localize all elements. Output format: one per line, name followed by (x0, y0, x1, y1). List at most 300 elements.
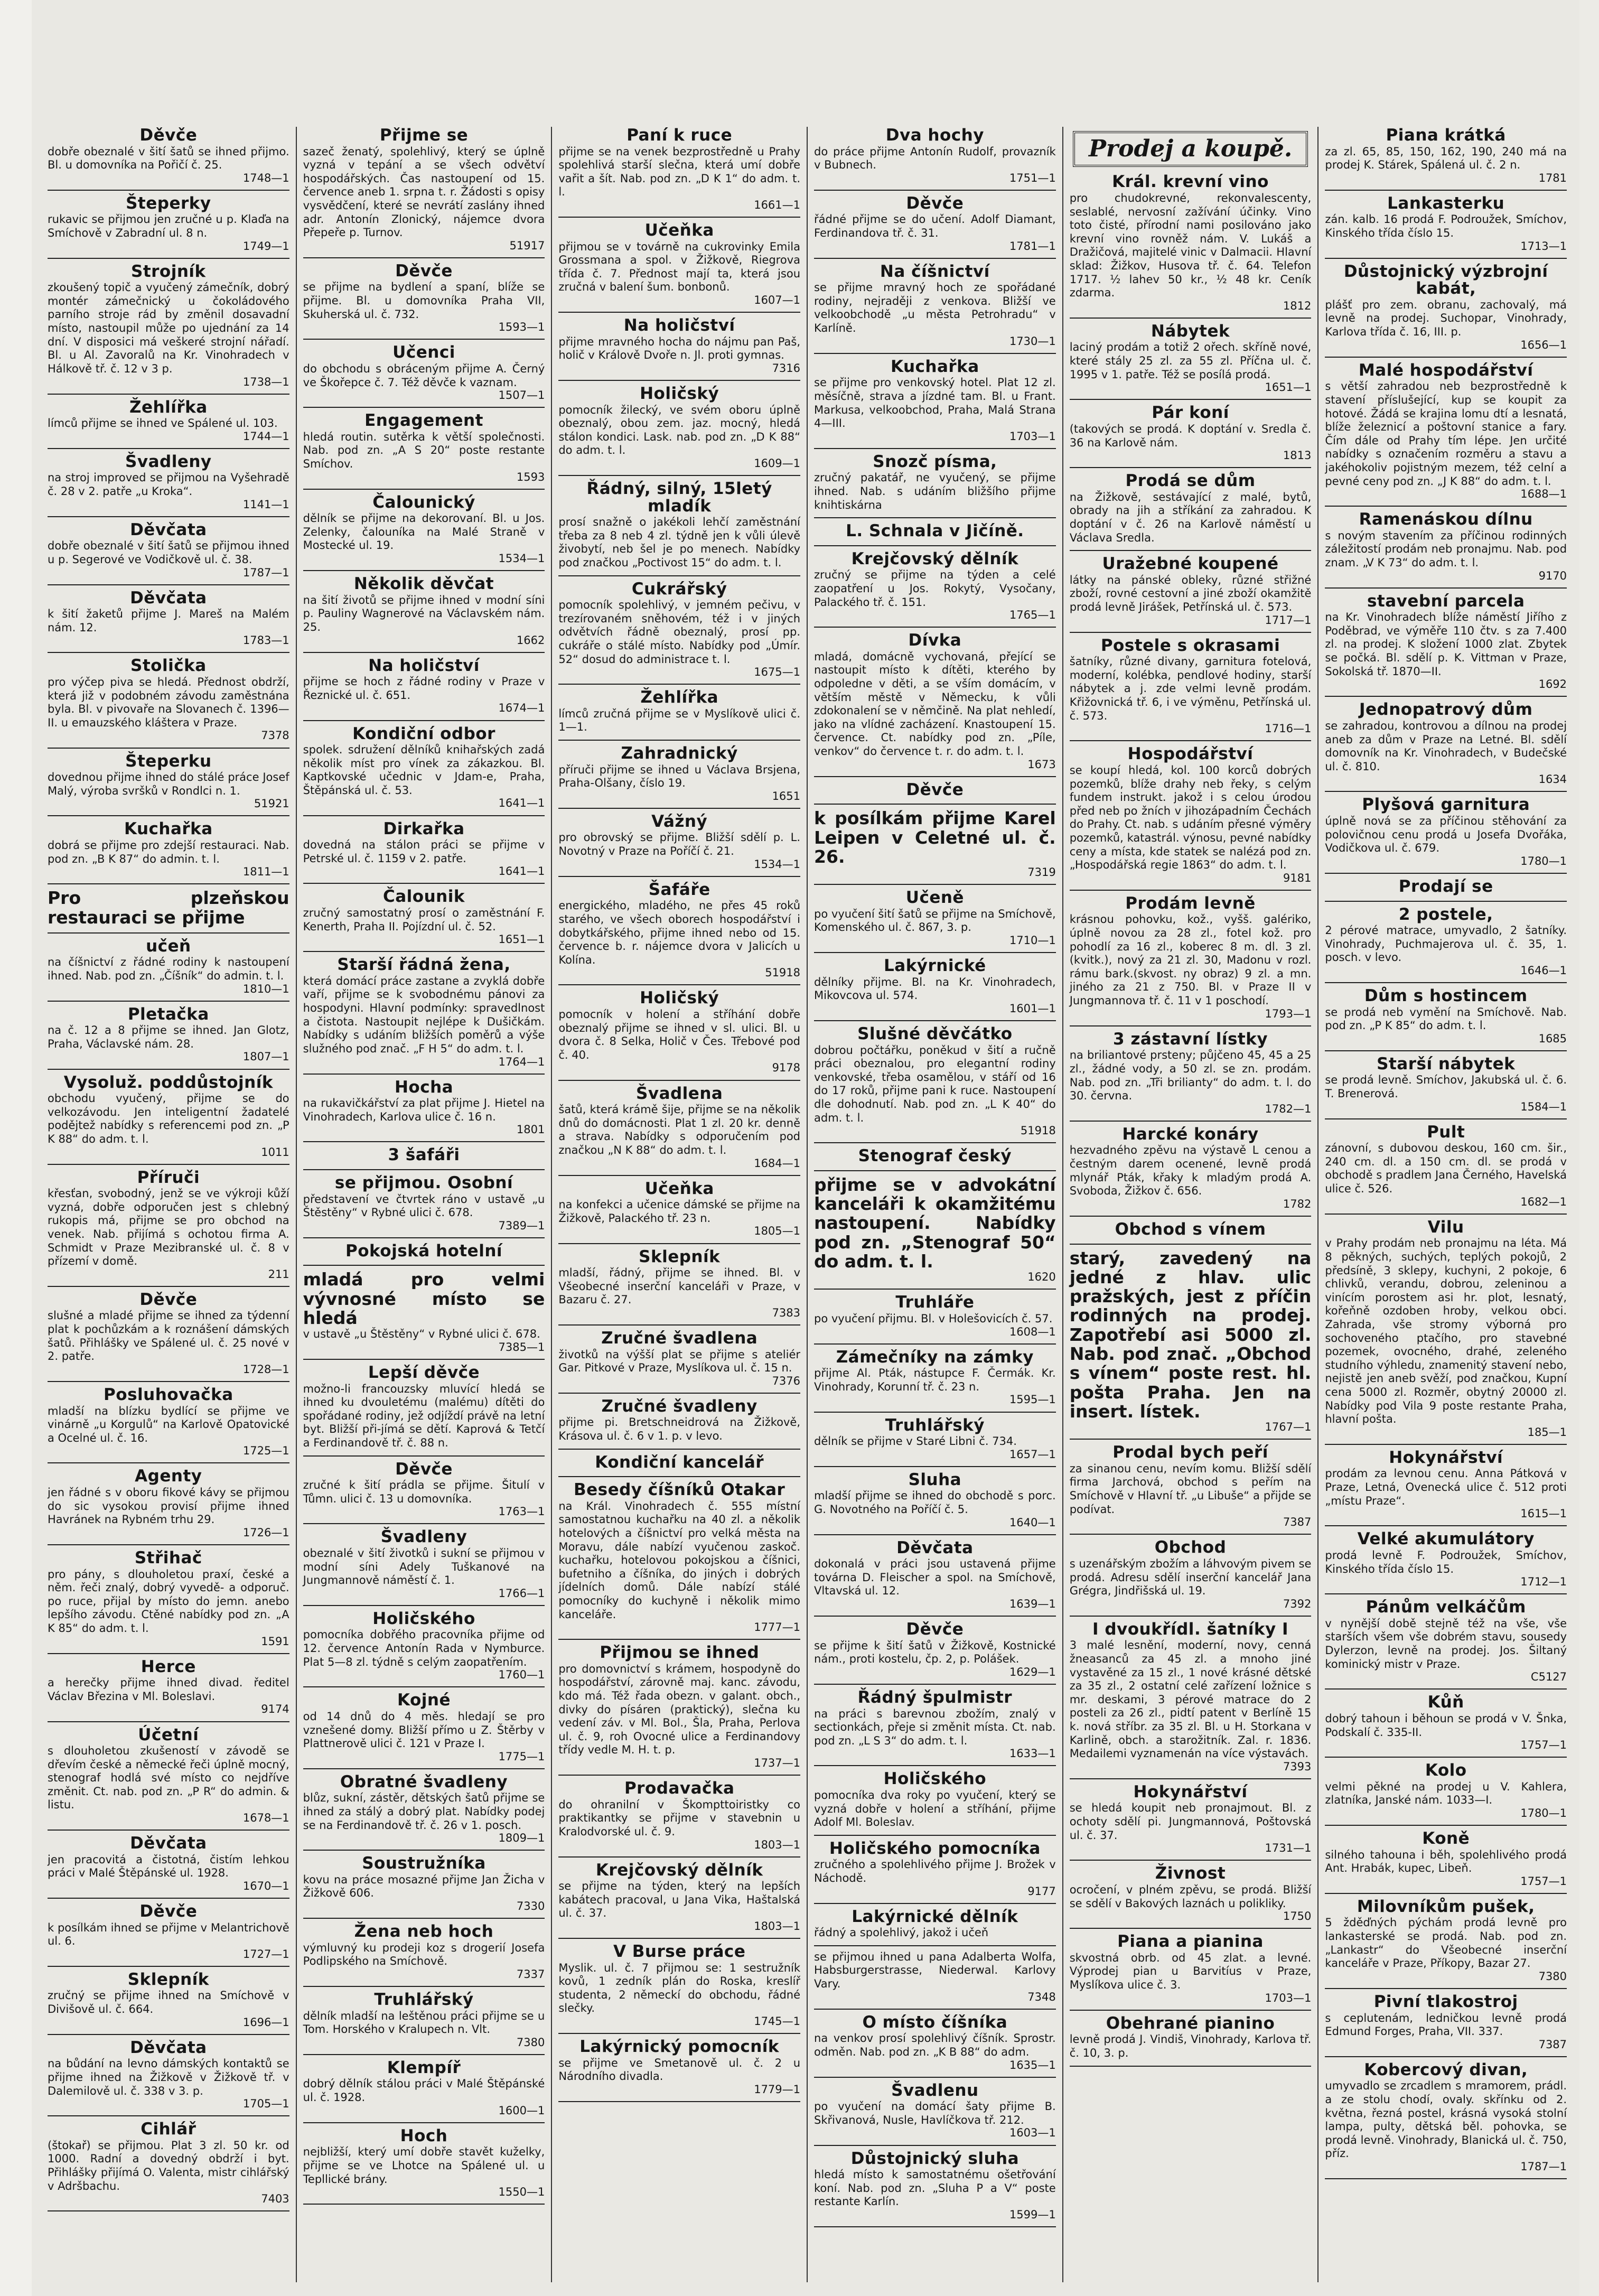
ad-divider (303, 1986, 545, 1987)
ad-divider (1325, 587, 1567, 589)
ad-reference-number: 51917 (509, 239, 545, 252)
ad-reference-number: 1685 (1538, 1032, 1567, 1045)
ad-divider (1070, 1616, 1312, 1617)
ad-heading: Obratné švadleny (340, 1772, 508, 1791)
classified-ad (303, 494, 545, 565)
ad-heading: Žena neb hoch (354, 1922, 494, 1942)
ad-reference-number: 7330 (516, 1900, 545, 1913)
ad-heading: Dům s hostincem (1364, 986, 1528, 1005)
ad-reference-number: 1781—1 (1009, 239, 1056, 253)
ad-heading: Stolička (130, 656, 207, 676)
ad-reference-number: 1675—1 (754, 666, 801, 679)
classified-ad (1070, 472, 1312, 545)
ad-reference-number: 1731—1 (1265, 1842, 1312, 1855)
classified-ad (303, 1243, 545, 1260)
ad-body: hezvadného zpěvu na výstavě L cenou a čestným darem ocenené, levně prodá mlynář Pták, křaky k mladým prodá A. Svoboda, Žižkov č. 656. (1069, 1144, 1312, 1198)
ad-heading: starý, zavedený na jedné z hlav. ulic pražských, jest z příčin rodinných na prodej. Zapotřebí asi 5000 zl. Nab. pod znač. „Obchod s vínem“ poste rest. hl. pošta Praha. Jen na insert. lístek. (1069, 1247, 1312, 1422)
ad-heading: Děvče (906, 193, 964, 213)
classified-ad (303, 412, 545, 483)
classified-ad (814, 1147, 1056, 1165)
classified-ad (1325, 1694, 1567, 1751)
page-margin (0, 0, 32, 2296)
ad-body: řádný a spolehlivý, jakož i učeň (814, 1926, 989, 1939)
ad-heading: Starší řádná žena, (337, 955, 511, 975)
ad-divider (303, 720, 545, 721)
ad-reference-number: 7389—1 (498, 1219, 545, 1232)
ad-divider (558, 2101, 800, 2102)
ad-heading: Koně (1422, 1829, 1470, 1849)
ad-heading: Holičského pomocníka (829, 1838, 1041, 1858)
ad-reference-number: 1717—1 (1265, 613, 1312, 627)
classified-ad (303, 725, 545, 810)
classified-ad (814, 195, 1056, 253)
classified-ad (1070, 745, 1312, 884)
column-3 (552, 127, 808, 2282)
ad-heading: Zámečníky na zámky (836, 1347, 1034, 1367)
ad-heading: Engagement (364, 411, 483, 431)
ad-body: na Kr. Vinohradech blíže náměstí Jiřího z Poděbrad, ve výměře 110 čtv. s za 7.400 zl. na prodej. K složení 1000 zlat. Zbytek se počká. Bl. sdělí p. K. Vittman v Praze, Sokolská tř. 1870—II. (1325, 611, 1567, 678)
ad-heading: Švadlena (636, 1084, 723, 1103)
ad-divider (814, 1170, 1056, 1171)
ad-heading: Děvče (395, 1459, 453, 1479)
ad-reference-number: 1750 (1283, 1910, 1312, 1923)
column-6 (1319, 127, 1573, 2282)
classified-ad (558, 222, 800, 306)
ad-body: zánovní, s dubovou deskou, 160 cm. šir., 240 cm. dl. a 150 cm. dl. se prodá v obchodě s pradlem Jana Černého, Havelská ulice č. 526. (1325, 1142, 1567, 1196)
ad-heading: Střihač (134, 1548, 202, 1567)
ad-body: 3 malé lesnění, moderní, novy, cenná žneasanců za 45 zl. a mnoho jiné vystavěné za 15 zl., 1 nové krásné dětské za 35 zl., 2 ostatní celé zařízení ložnice s mr. deskami, 3 pérové matrace do 2 posteli za 26 zl., pidtí patent v Berlíně 15 k. nová stříbr. za 35 zl. Bl. u H. Storkana v Karlině, obch. a starožitník. Zal. r. 1836. Medailemi vyznamenán na více výstavách. (1069, 1639, 1312, 1760)
ad-heading: Švadleny (380, 1527, 467, 1547)
ad-body: příruči přijme se ihned u Václava Brsjena, Praha-Olšany, číslo 19. (558, 763, 801, 790)
ad-divider (814, 776, 1056, 777)
ad-reference-number: 1591 (261, 1635, 289, 1648)
ad-body: šatníky, různé divany, garnitura fotelová, moderní, kolébka, pendlové hodiny, starší nábytek a j. zde velmi levně prodám. Křižovnická tř. 6, i ve výměnu, Petřínská ul. č. 573. (1069, 655, 1312, 722)
ad-divider (558, 575, 800, 576)
ad-heading: Herce (141, 1657, 196, 1676)
ad-body: 2 pérové matrace, umyvadlo, 2 šatníky. Vinohrady, Puchmajerova ul. č. 35, 1. posch. v levo. (1325, 924, 1567, 964)
classified-ad (1325, 127, 1567, 184)
ad-reference-number: 1777—1 (754, 1621, 801, 1634)
ad-heading: Pivní tlakostroj (1373, 1992, 1518, 2011)
ad-body: životků na výšší plat se přijme s ateliér Gar. Pitkové v Praze, Myslíkova ul. č. 15 n. (558, 1348, 801, 1375)
classified-ad (1325, 1530, 1567, 1588)
classified-ad (48, 1468, 289, 1538)
ad-body: dovedná na stálon práci se přijme v Petrské ul. č. 1159 v 2. patře. (303, 838, 545, 865)
ad-heading: Kuchařka (890, 357, 979, 376)
ad-divider (48, 748, 289, 749)
ad-heading: Vilu (1427, 1217, 1464, 1237)
ad-heading: Agenty (135, 1467, 202, 1486)
ad-divider (48, 1164, 289, 1165)
ad-divider (814, 1684, 1056, 1685)
ad-reference-number: 1641—1 (498, 797, 545, 810)
classified-ad (48, 2121, 289, 2205)
ad-reference-number: 1716—1 (1265, 722, 1312, 735)
ad-body: do obchodu s obráceným přijme A. Černý ve Škořepce č. 7. Též děvče k vaznam. (303, 362, 545, 389)
ad-divider (1325, 506, 1567, 507)
ad-reference-number: 1682—1 (1520, 1195, 1567, 1208)
ad-reference-number: 1678—1 (242, 1812, 289, 1825)
ad-heading: Učenci (392, 343, 455, 362)
ad-reference-number: 1781 (1538, 171, 1567, 184)
classified-ad (48, 195, 289, 253)
ad-heading: Kondiční odbor (352, 724, 495, 743)
ad-heading: Několik děvčat (353, 574, 494, 594)
ad-reference-number: 9178 (772, 1061, 801, 1075)
ad-reference-number: 9177 (1027, 1884, 1056, 1898)
ad-heading: Čalounik (383, 887, 465, 907)
ad-heading: Kuchařka (124, 819, 213, 839)
ad-body: se přijme na týden, který na lepších kabátech pracoval, u Jana Vika, Haštalská ul. č. 37. (558, 1880, 801, 1920)
classified-ad (1325, 593, 1567, 691)
ad-heading: Hokynářství (1133, 1782, 1248, 1802)
classified-columns (41, 127, 1573, 2282)
ad-heading: Nábytek (1151, 321, 1230, 341)
ad-divider (303, 1074, 545, 1075)
ad-reference-number: 1783—1 (242, 634, 289, 647)
ad-body: šatů, která krámě šije, přijme se na několik dnů do domácnosti. Plat 1 zl. 20 kr. denně a strava. Nabídky s odporučením pod značkou „N K 88“ do adm. t. l. (558, 1103, 801, 1156)
ad-divider (1325, 1688, 1567, 1690)
classified-ad (48, 1386, 289, 1457)
ad-body: dělník mladší na leštěnou práci přijme se u Tom. Horského v Kralupech n. Vlt. (303, 2009, 545, 2036)
ad-body: prodám za levnou cenu. Anna Pátková v Praze, Letná, Ovenecká ulice č. 512 proti „místu Praze“. (1325, 1467, 1567, 1507)
ad-divider (1325, 2056, 1567, 2057)
ad-body: dobrý dělník stálou práci v Malé Štěpánské ul. č. 1928. (303, 2077, 545, 2104)
ad-heading: Obehrané pianino (1106, 2013, 1275, 2033)
ad-divider (48, 516, 289, 517)
ad-reference-number: 1728—1 (242, 1362, 289, 1376)
section-banner: Prodej a koupě. (1073, 131, 1308, 167)
ad-reference-number: 7387 (1283, 1516, 1312, 1529)
ad-reference-number: 1661—1 (754, 198, 801, 211)
classified-ad (814, 1770, 1056, 1829)
ad-body: v ustavě „u Štěstěny“ v Rybné ulici č. 678. (303, 1328, 540, 1341)
ad-body: 5 žděďných pýchám prodá levně pro lankasterské se prodá. Nab. pod zn. „Lankastr“ do Všeobecné inserční kanceláře v Praze, Příkopy, Bazar 27. (1325, 1916, 1567, 1970)
ad-heading: Cihlář (141, 2120, 197, 2139)
ad-body: přijmou se v továrně na cukrovinky Emila Grossmana a spol. v Žižkově, Riegrova třída č. 7. Přednost mají ta, která jsou zručná v balení šum. bonbonů. (558, 240, 801, 294)
ad-reference-number: 1601—1 (1009, 1002, 1056, 1015)
ad-reference-number: 51918 (765, 966, 801, 979)
ad-body: přijme Al. Pták, nástupce F. Čermák. Kr. Vinohrady, Korunní tř. č. 23 n. (814, 1367, 1056, 1393)
classified-ad (558, 1943, 800, 2028)
ad-divider (814, 1289, 1056, 1290)
ad-heading: Stenograf český (858, 1146, 1012, 1166)
ad-reference-number: 1712—1 (1520, 1575, 1567, 1589)
classified-ad (1070, 1221, 1312, 1238)
classified-ad (48, 453, 289, 511)
ad-heading: Žehlířka (640, 688, 718, 707)
ad-divider (48, 394, 289, 395)
ad-divider (1070, 740, 1312, 741)
classified-ad (1325, 1993, 1567, 2051)
ad-reference-number: 7380 (1538, 1970, 1567, 1983)
classified-ad (558, 990, 800, 1074)
ad-divider (814, 1616, 1056, 1617)
ad-heading: Truhlářský (374, 1990, 474, 2010)
ad-body: nejbližší, který umí dobře stavět kuželky, přijme se ve Lhotce na Spálené ul. u Tepllické brány. (303, 2145, 545, 2186)
classified-ad (1070, 895, 1312, 1020)
ad-reference-number: 1639—1 (1009, 1598, 1056, 1611)
classified-ad (48, 1658, 289, 1716)
ad-heading: Dívka (908, 631, 962, 650)
classified-ad (558, 1180, 800, 1238)
ad-body: na konfekci a učenice dámské se přijme na Žižkově, Palackého tř. 23 n. (558, 1198, 801, 1225)
ad-heading: Holičský (640, 988, 719, 1008)
classified-ad (303, 1923, 545, 1981)
ad-heading: Hokynářství (1389, 1448, 1503, 1467)
ad-divider (48, 1898, 289, 1899)
classified-ad (558, 581, 800, 679)
column-2 (297, 127, 553, 2282)
ad-divider (814, 1903, 1056, 1904)
ad-reference-number: 7316 (772, 361, 801, 375)
ad-heading: Příruči (137, 1168, 200, 1187)
classified-ad (558, 1085, 800, 1170)
ad-body: s novým stavením za příčinou rodinných záležitostí prodám neb pronajmu. Nab. pod znam. „V K 73“ do adm. t. l. (1325, 529, 1567, 570)
ad-reference-number: 1651—1 (1265, 381, 1312, 394)
ad-body: obeznalé v šití životků i sukní se přijmou v modní síni Adely Tuškanové na Jungmannově náměstí č. 1. (303, 1547, 545, 1587)
ad-body: se přijmou ihned u pana Adalberta Wolfa, Habsburgerstrasse, Niederwal. Karlovy Vary. (814, 1950, 1056, 1991)
ad-divider (558, 740, 800, 741)
ad-divider (303, 2122, 545, 2123)
classified-ad (558, 1330, 800, 1387)
ad-reference-number: 1730—1 (1009, 334, 1056, 348)
ad-reference-number: 1640—1 (1009, 1516, 1056, 1529)
ad-heading: Jednopatrový dům (1359, 700, 1533, 720)
ad-reference-number: 1651 (772, 789, 801, 802)
classified-ad (303, 888, 545, 946)
ad-divider (48, 584, 289, 585)
ad-reference-number: 51918 (1020, 1124, 1056, 1137)
ad-divider (303, 1455, 545, 1457)
ad-heading: Švadleny (125, 452, 212, 471)
ad-heading: Učeně (905, 888, 964, 908)
ad-body: dovednou přijme ihned do stálé práce Josef Malý, výroba svršků v Rondlci n. 1. (48, 771, 289, 797)
ad-reference-number: 1600—1 (498, 2104, 545, 2117)
ad-heading: Děvčata (896, 1538, 974, 1557)
classified-ad (814, 1417, 1056, 1461)
ad-heading: L. Schnala v Jičíně. (846, 521, 1024, 541)
ad-reference-number: 1764—1 (498, 1055, 545, 1068)
ad-divider (48, 1830, 289, 1831)
ad-heading: Šafáře (648, 880, 710, 899)
ad-reference-number: 1765—1 (1009, 609, 1056, 622)
ad-body: přijme pi. Bretschneidrová na Žižkově, Krásova ul. č. 6 v 1. p. v levo. (558, 1416, 801, 1442)
ad-reference-number: 1599—1 (1009, 2208, 1056, 2221)
ad-heading: Postele s okrasami (1100, 636, 1280, 655)
ad-reference-number: 1726—1 (242, 1526, 289, 1539)
ad-divider (303, 1169, 545, 1170)
ad-body: k posílkám ihned se přijme v Melantrichově ul. 6. (48, 1921, 289, 1948)
classified-ad (814, 1950, 1056, 2003)
classified-ad (1070, 404, 1312, 462)
ad-divider (1070, 1025, 1312, 1026)
classified-ad (303, 1991, 545, 2049)
ad-heading: Hoch (400, 2126, 448, 2145)
ad-heading: Piana krátká (1386, 127, 1506, 145)
ad-divider (814, 190, 1056, 191)
ad-reference-number: 1809—1 (498, 1832, 545, 1845)
ad-body: se přijme mravný hoch ze spořádané rodiny, nejraději z venkova. Bližší ve velkoobchodě „u města Petrohradu“ v Karlíně. (814, 281, 1056, 335)
ad-body: sazeč ženatý, spolehlivý, který se úplně vyzná v tepání a se všech odvětví hospodářských. Čas nastoupení od 15. července aneb 1. srpna t. r. Žádosti s opisy vysvědčení, které se nevrátí zaslány ihned adr. Antonín Zlonický, nájemce dvora Přepeře p. Turnov. (303, 145, 545, 239)
ad-divider (303, 407, 545, 408)
ad-reference-number: 7337 (516, 1967, 545, 1981)
classified-ad (1070, 1031, 1312, 1115)
ad-body: mladší, řádný, přijme se ihned. Bl. v Všeobecné inserční kanceláři v Praze, v Bazaru č. 27. (558, 1266, 801, 1306)
ad-divider (1070, 550, 1312, 551)
ad-reference-number: 1782—1 (1265, 1102, 1312, 1115)
classified-ad (558, 1398, 800, 1443)
ad-divider (814, 952, 1056, 953)
ad-heading: Hospodářství (1127, 744, 1254, 764)
classified-ad (814, 453, 1056, 512)
ad-reference-number: 1757—1 (1520, 1739, 1567, 1752)
ad-heading: Holičský (640, 384, 719, 404)
classified-ad (1325, 796, 1567, 867)
ad-reference-number: 1609—1 (754, 457, 801, 470)
ad-heading: Hocha (394, 1077, 454, 1097)
ad-divider (558, 1393, 800, 1394)
ad-body: levně prodá J. Vindiš, Vinohrady, Karlova tř. č. 10, 3. p. (1069, 2033, 1312, 2059)
ad-divider (814, 2145, 1056, 2146)
ad-divider (48, 932, 289, 934)
classified-ad (303, 1610, 545, 1681)
ad-heading: učeň (146, 936, 191, 956)
ad-heading: Král. krevní vino (1112, 172, 1269, 192)
ad-heading: Milovníkům pušek, (1357, 1897, 1535, 1916)
ad-divider (303, 257, 545, 258)
ad-reference-number: 1725—1 (242, 1444, 289, 1458)
ad-divider (48, 1721, 289, 1722)
ad-heading: Řádný špulmistr (857, 1688, 1013, 1707)
ad-reference-number: 1748—1 (242, 171, 289, 184)
ad-divider (558, 380, 800, 381)
ad-heading: Soustružníka (362, 1854, 486, 1873)
ad-heading: Krejčovský dělník (851, 549, 1019, 568)
ad-divider (48, 258, 289, 259)
ad-heading: k posílkám přijme Karel Leipen v Celetné ul. č. 26. (814, 808, 1056, 867)
ad-divider (814, 2077, 1056, 2078)
classified-ad (303, 1461, 545, 1518)
classified-ad (48, 590, 289, 647)
ad-body: pomocník žilecký, ve svém oboru úplně obeznalý, obou zem. jaz. mocný, hledá stálon kondici. Lask. nab. pod zn. „D K 88“ do adm. t. l. (558, 403, 801, 457)
classified-ad (558, 1454, 800, 1471)
classified-ad (303, 820, 545, 878)
ad-body: kovu na práce mosazné přijme Jan Žicha v Žižkově 606. (303, 1873, 545, 1900)
classified-ad (48, 1903, 289, 1961)
classified-ad (48, 657, 289, 742)
classified-ad (48, 1074, 289, 1159)
classified-ad (814, 522, 1056, 540)
ad-reference-number: 7383 (772, 1306, 801, 1319)
classified-ad (814, 2082, 1056, 2140)
ad-reference-number: 1780—1 (1520, 1806, 1567, 1819)
ad-reference-number: 1767—1 (1265, 1421, 1312, 1434)
ad-divider (558, 1938, 800, 1939)
ad-body: s dlouholetou zkušeností v závodě se dřevím české a německé řeči úplně mocný, stenograf hodlá své místo co nejdříve změnit. Ct. nab. pod zn. „P R“ do admin. & listu. (48, 1744, 289, 1812)
ad-divider (1070, 632, 1312, 633)
classified-ad (814, 2014, 1056, 2071)
classified-ad (814, 1621, 1056, 1678)
ad-heading: Prodám levně (1125, 893, 1256, 913)
classified-ad (303, 1174, 545, 1232)
ad-reference-number: 1593 (516, 470, 545, 483)
ad-divider (814, 545, 1056, 546)
ad-body: umyvadlo se zrcadlem s mramorem, prádl. a ze stolu chodí, ovaly. skřínku od 2. května, řezná postel, krásná vysoká stolní lampa, pulty, dětská běl. pohovka, se prodá levně. Vinohrady, Blanická ul. č. 750, příz. (1325, 2079, 1567, 2160)
classified-ad (1325, 1599, 1567, 1683)
ad-divider (48, 1069, 289, 1070)
ad-divider (303, 2054, 545, 2055)
ad-body: která domácí práce zastane a zvyklá dobře vaří, přijme se k svobodnému pánovi za hospodyni. Hlavní podmínky: spravedlnost a čistota. Nastoupit nejlépe k Dušičkám. Nabídky s udáním bližších poměrů a výše služného pod znač. „F H 5“ do adm. t. l. (303, 974, 545, 1055)
ad-divider (48, 448, 289, 449)
ad-reference-number: 1751—1 (1009, 171, 1056, 184)
ad-body: na Král. Vinohradech č. 555 místní samostatnou kuchařku na 40 zl. a několik hotelových a číšnictví pro velká města na Moravu, dále nabízí vyučenou zaskoč. kuchařku, hotelovou pokojskou a číšnici, bufetniho a číšníka, do jiných i dobrých jídelních domů. Dále nabízí stálé pomocníky do kuchyně i několik mimo kanceláře. (558, 1499, 801, 1621)
ad-body: pro pány, s dlouholetou praxí, české a něm. řeči znalý, dobrý vyvedě- a odporuč. po ruce, přijal by místo do jemn. anebo lepšího závodu. Ctěné nabídky pod zn. „A K 85“ do adm. t. l. (48, 1567, 289, 1635)
ad-divider (814, 258, 1056, 259)
ad-divider (48, 652, 289, 653)
ad-reference-number: 1763—1 (498, 1505, 545, 1518)
classified-ad (48, 1835, 289, 1892)
ad-heading: Pro plzeňskou restauraci se přijme (48, 888, 289, 928)
ad-body: laciný prodám a totiž 2 ořech. skříně nové, které stály 25 zl. za 55 zl. Příčna ul. č. 1995 v 1. patře. Též se posílá prodá. (1069, 341, 1312, 381)
ad-heading: Starší nábytek (1377, 1054, 1516, 1074)
ad-reference-number: 1703—1 (1009, 430, 1056, 443)
classified-ad (48, 1971, 289, 2029)
ad-body: výmluvný ku prodeji koz s drogerií Josefa Podlipského na Smíchově. (303, 1941, 545, 1968)
classified-ad (303, 1855, 545, 1912)
ad-divider (48, 1001, 289, 1002)
ad-divider (303, 1523, 545, 1524)
ad-body: pro domovnictví s krámem, hospodyně do hospodářství, zárovně maj. kanc. závodu, kdo má. Též řada obezn. v galant. obch., divky do písáren (praktický), slečna ku vedení záv. v Ml. Bol., Šla, Praha, Perlova ul. č. 9, roh Ovocné ulice a Ferdinandovy třídy vedle M. H. t. p. (558, 1662, 801, 1757)
ad-heading: Na číšnictví (880, 262, 990, 281)
ad-heading: Šteperky (126, 193, 211, 213)
classified-ad (814, 1908, 1056, 1940)
ad-reference-number: 1635—1 (1009, 2058, 1056, 2071)
ad-body: spolek. sdružení dělníků knihařských zadá několik míst pro vínek za zákazkou. Bl. Kaptkovské učednic v Jdam-e, Praha, Štěpánská ul. č. 53. (303, 743, 545, 797)
ad-body: na stroj improved se přijmou na Vyšehradě č. 28 v 2. patře „u Kroka“. (48, 471, 289, 498)
classified-ad (303, 1079, 545, 1136)
ad-reference-number: 1811—1 (242, 865, 289, 879)
ad-divider (814, 1142, 1056, 1143)
ad-body: slušné a mladé přijme se ihned za týdenní plat k pochůzkám a k roznášení dámských šatů. Přihlášky ve Spálené ul. č. 25 nové v 2. patře. (48, 1309, 289, 1363)
ad-divider (1325, 1593, 1567, 1594)
ad-divider (303, 570, 545, 571)
ad-body: zkoušený topič a vyučený zámečník, dobrý montér zámečnický u čokoládového parního stroje rád by změnil dosavadní místo, nastoupil může po ujednání za 14 dní. V disposici má veškeré strojní nářadí. Bl. u Al. Zavoralů na Kr. Vinohradech v Hálkově tř. č. 12 v 3 p. (48, 281, 289, 375)
ad-heading: Sluha (908, 1470, 962, 1489)
ad-reference-number: 1805—1 (754, 1225, 801, 1238)
ad-body: Myslik. ul. č. 7 přijmou se: 1 sestružník kovů, 1 zedník plán do Roska, kreslíř studenta, 2 německí do obchodu, řádné slečky. (558, 1961, 801, 2015)
classified-ad (1325, 1898, 1567, 1983)
ad-body: hledá místo k samostatnému ošetřování koní. Nab. pod zn. „Sluha P a V“ poste restante Karlín. (814, 2168, 1056, 2208)
ad-divider (1325, 1050, 1567, 1051)
ad-divider (558, 1775, 800, 1776)
ad-reference-number: 1727—1 (242, 1947, 289, 1961)
ad-reference-number: 1534—1 (754, 857, 801, 871)
ad-body: do ohranilní v Škompttoiristky co praktikantky se přijme v stavebnin u Kralodvorské ul. č. 9. (558, 1798, 801, 1838)
classified-ad (558, 813, 800, 871)
ad-heading: Děvče (139, 1902, 198, 1921)
ad-reference-number: 9170 (1538, 569, 1567, 582)
ad-divider (814, 2226, 1056, 2227)
ad-reference-number: 1713—1 (1520, 239, 1567, 253)
ad-body: dělník se přijme na dekorovaní. Bl. u Jos. Zelenky, čalouníka na Malé Straně v Mostecké ul. 19. (303, 512, 545, 552)
ad-reference-number: 1766—1 (498, 1586, 545, 1600)
classified-ad (303, 263, 545, 333)
ad-reference-number: 1779—1 (754, 2083, 801, 2096)
ad-body: zán. kalb. 16 prodá F. Podroužek, Smíchov, Kinského třída číslo 15. (1325, 213, 1567, 240)
ad-divider (558, 1324, 800, 1326)
ad-reference-number: 1674—1 (498, 702, 545, 715)
